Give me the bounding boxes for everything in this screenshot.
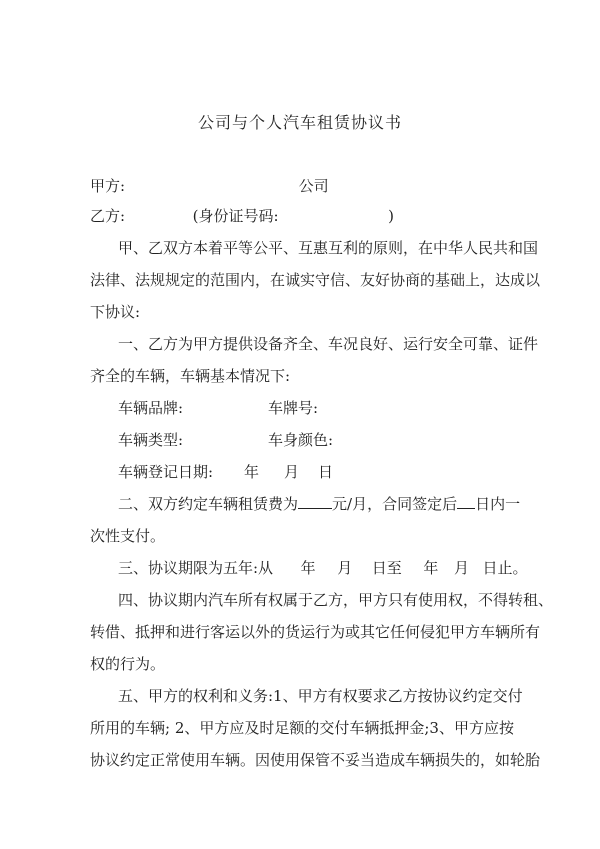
clause4-line-2: 转借、抵押和进行客运以外的货运行为或其它任何侵犯甲方车辆所有 [90,623,541,641]
clause3-month: 月 [337,559,353,577]
clause3-day-to: 日至 [371,559,402,577]
party-a-suffix: 公司 [298,177,329,195]
vehicle-color-label: 车身颜色: [268,431,334,449]
party-a-line [90,176,329,196]
clause2-line-2: 次性支付。 [90,527,166,545]
payment-days-blank [457,494,475,509]
party-b-label: 乙方: [90,207,126,225]
intro-line-3: 下协议: [90,303,141,321]
document-title: 公司与个人汽车租赁协议书 [197,113,402,132]
vehicle-reg-day: 日 [318,463,334,481]
clause2-line-1 [118,494,520,514]
vehicle-brand-label: 车辆品牌: [118,399,184,417]
clause1-line-1: 一、乙方为甲方提供设备齐全、车况良好、运行安全可靠、证件 [118,335,539,353]
clause2-mid: 元/月，合同签定后 [332,495,458,513]
clause5-line-1: 五、甲方的权利和义务:1、甲方有权要求乙方按协议约定交付 [118,687,523,705]
clause3-line [118,558,528,578]
vehicle-plate-label: 车牌号: [268,399,319,417]
clause3-year: 年 [300,559,316,577]
clause3-month2: 月 [453,559,469,577]
intro-line-1: 甲、乙双方本着平等公平、互惠互利的原则，在中华人民共和国 [118,239,539,257]
party-b-close: ) [388,207,394,225]
clause3-prefix: 三、协议期限为五年:从 [118,559,274,577]
vehicle-reg-date-label: 车辆登记日期: [118,463,214,481]
clause2-suffix: 日内一 [475,495,521,513]
clause2-prefix: 二、双方约定车辆租赁费为 [118,495,299,513]
clause4-line-1: 四、协议期内汽车所有权属于乙方，甲方只有使用权，不得转租、 [118,591,554,609]
party-b-line [90,206,394,226]
clause5-line-2: 所用的车辆; 2、甲方应及时足额的交付车辆抵押金;3、甲方应按 [90,719,514,737]
vehicle-reg-year: 年 [244,463,260,481]
clause5-line-3: 协议约定正常使用车辆。因使用保管不妥当造成车辆损失的，如轮胎 [90,751,541,769]
vehicle-reg-month: 月 [284,463,300,481]
rent-amount-blank [298,494,332,509]
clause3-year2: 年 [423,559,439,577]
clause4-line-3: 权的行为。 [90,655,166,673]
party-a-label: 甲方: [90,177,126,195]
clause1-line-2: 齐全的车辆，车辆基本情况下: [90,367,291,385]
intro-line-2: 法律、法规规定的范围内，在诚实守信、友好协商的基础上，达成以 [90,271,541,289]
vehicle-type-label: 车辆类型: [118,431,184,449]
party-b-id-label: (身份证号码: [192,207,279,225]
clause3-end: 日止。 [482,559,528,577]
